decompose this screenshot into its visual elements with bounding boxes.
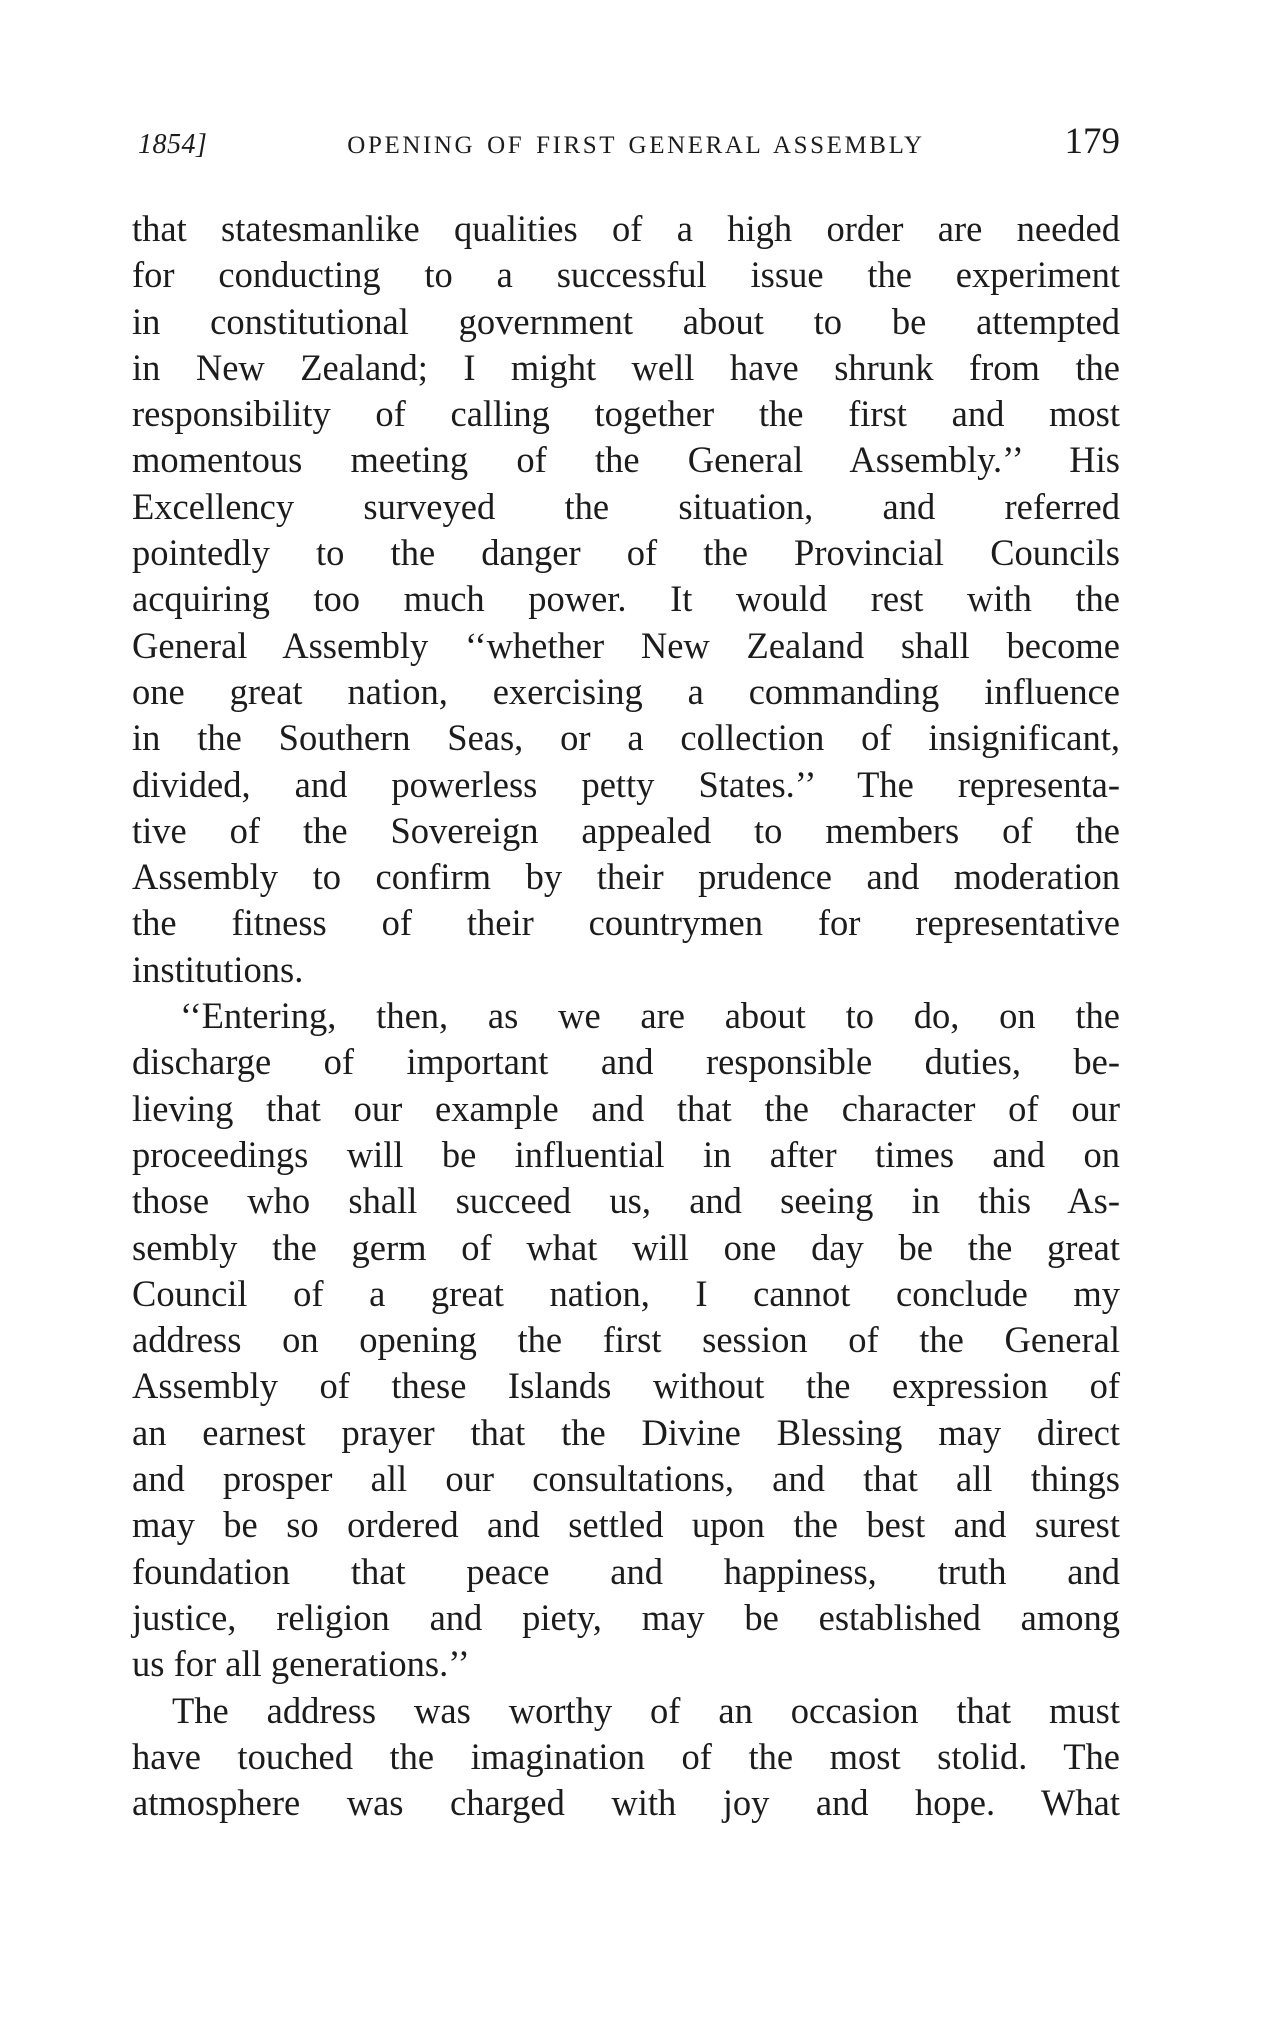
text-line: that statesmanlike qualities of a high order are needed xyxy=(132,208,1120,249)
text-line: foundation that peace and happiness, truth and xyxy=(132,1550,1120,1592)
text-line: Assembly of these Islands without the expression of xyxy=(132,1365,1120,1407)
text-line: acquiring too much power. It would rest with the xyxy=(132,578,1120,620)
text-line: General Assembly ‘‘whether New Zealand shall become xyxy=(132,624,1120,666)
text-line: and prosper all our consultations, and that all things xyxy=(132,1458,1120,1500)
text-line: tive of the Sovereign appealed to members of the xyxy=(132,809,1120,851)
body-text xyxy=(132,206,1120,1826)
text-line: for conducting to a successful issue the experiment xyxy=(132,254,1120,296)
text-line: have touched the imagination of the most stolid. The xyxy=(132,1735,1120,1777)
text-line: sembly the germ of what will one day be the great xyxy=(132,1226,1120,1268)
text-line: one great nation, exercising a commanding influence xyxy=(132,670,1120,712)
text-line: discharge of important and responsible duties, be- xyxy=(132,1041,1120,1083)
text-line: in the Southern Seas, or a collection of insignificant, xyxy=(132,717,1120,759)
text-line: the fitness of their countrymen for representative xyxy=(132,902,1120,944)
text-line: may be so ordered and settled upon the best and surest xyxy=(132,1504,1120,1546)
text-line: responsibility of calling together the first and most xyxy=(132,393,1120,435)
text-line: lieving that our example and that the character of our xyxy=(132,1087,1120,1129)
text-line: The address was worthy of an occasion that must xyxy=(172,1689,1120,1731)
paragraph-1 xyxy=(132,206,1120,993)
text-line: address on opening the first session of the General xyxy=(132,1319,1120,1361)
text-line: us for all generations.’’ xyxy=(132,1643,470,1685)
text-line: Assembly to confirm by their prudence and moderation xyxy=(132,856,1120,898)
text-line: atmosphere was charged with joy and hope. What xyxy=(132,1782,1120,1824)
header-title: OPENING OF FIRST GENERAL ASSEMBLY xyxy=(347,132,925,159)
page-number: 179 xyxy=(1064,121,1120,162)
text-line: an earnest prayer that the Divine Blessing may direct xyxy=(132,1411,1120,1453)
running-header xyxy=(138,120,1120,170)
text-line: proceedings will be influential in after times and on xyxy=(132,1133,1120,1175)
text-line: Excellency surveyed the situation, and referred xyxy=(132,485,1120,527)
text-line: pointedly to the danger of the Provincial Councils xyxy=(132,532,1120,574)
text-line: institutions. xyxy=(132,948,304,990)
text-line: in constitutional government about to be attempted xyxy=(132,300,1120,342)
text-line: in New Zealand; I might well have shrunk from the xyxy=(132,346,1120,388)
paragraph-3 xyxy=(132,1688,1120,1827)
text-line: Council of a great nation, I cannot conclude my xyxy=(132,1272,1120,1314)
paragraph-2 xyxy=(132,993,1120,1687)
header-year: 1854] xyxy=(138,129,208,160)
text-line: those who shall succeed us, and seeing in this As- xyxy=(132,1180,1120,1222)
text-line: ‘‘Entering, then, as we are about to do, on the xyxy=(180,995,1120,1037)
text-line: momentous meeting of the General Assembly.’’ His xyxy=(132,439,1120,481)
text-line: justice, religion and piety, may be established among xyxy=(132,1596,1120,1638)
text-line: divided, and powerless petty States.’’ The representa- xyxy=(132,763,1120,805)
